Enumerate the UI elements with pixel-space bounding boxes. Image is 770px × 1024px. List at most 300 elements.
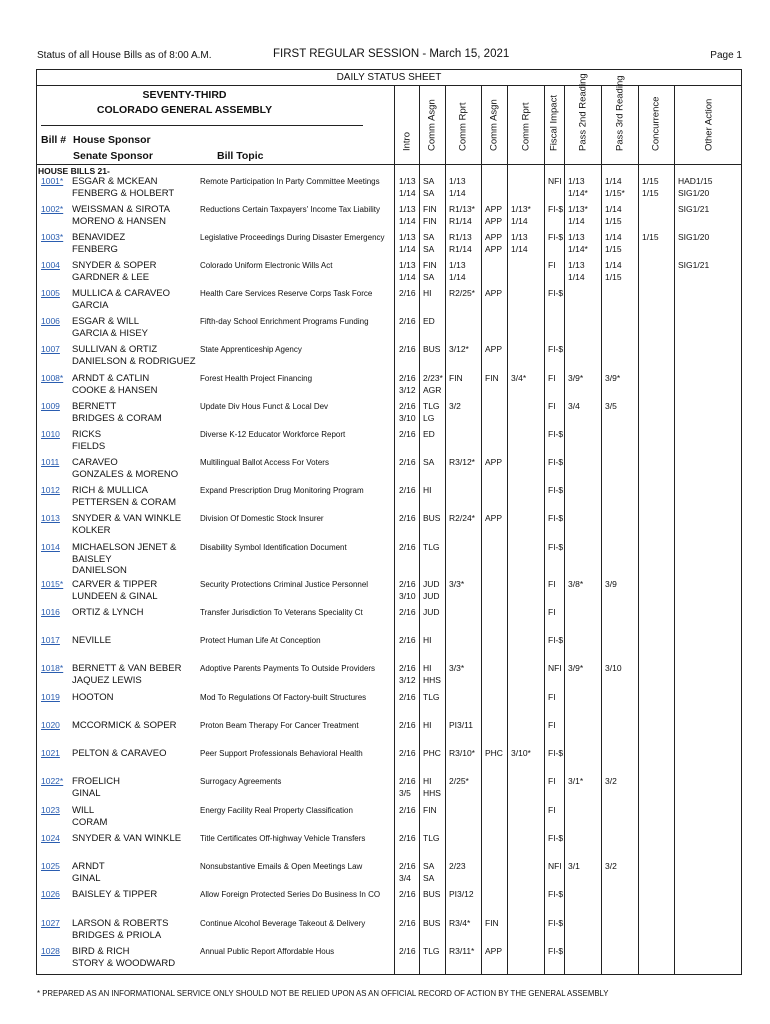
comm-rprt-1-cell	[449, 579, 464, 591]
intro-cell	[399, 401, 416, 424]
comm-rprt-1-cell-value: R3/11*	[449, 946, 475, 956]
bill-number-link[interactable]: 1021	[41, 748, 60, 758]
comm-asgn-1-cell	[423, 260, 437, 283]
comm-asgn-1-cell	[423, 720, 432, 732]
intro-cell	[399, 344, 416, 356]
intro-cell-value: 3/10	[399, 590, 416, 601]
intro-cell-value: 1/14	[399, 187, 416, 198]
comm-asgn-1-cell-value: LG	[423, 412, 435, 423]
status-text: Status of all House Bills as of 8:00 A.M.	[37, 50, 212, 61]
comm-asgn-1-cell-value: PHC	[423, 748, 441, 758]
intro-cell	[399, 316, 416, 328]
comm-asgn-1-cell	[423, 204, 437, 227]
sponsor-name: SNYDER & VAN WINKLE	[72, 833, 182, 844]
bill-number-link[interactable]: 1024	[41, 833, 60, 843]
header-underline	[41, 125, 363, 126]
pass-3rd-cell-value: 1/14	[605, 176, 622, 186]
comm-rprt-1-cell-value: R3/10*	[449, 748, 475, 758]
intro-cell	[399, 373, 416, 396]
sponsors-cell	[72, 805, 107, 828]
fiscal-impact-cell	[548, 889, 563, 901]
sponsor-name: LUNDEEN & GINAL	[72, 590, 158, 602]
sponsor-name: RICKS	[72, 429, 102, 440]
pass-2nd-cell-value: 3/9*	[568, 373, 584, 383]
pass-2nd-cell-value: 3/1*	[568, 776, 584, 786]
pass-3rd-cell-value: 1/14	[605, 232, 622, 242]
fiscal-impact-cell	[548, 457, 563, 469]
concurrence-cell	[642, 232, 659, 244]
pass-3rd-cell	[605, 776, 617, 788]
pass-2nd-cell-value: 3/1	[568, 861, 580, 871]
pass-3rd-cell	[605, 373, 620, 385]
bill-topic: State Apprenticeship Agency	[200, 345, 302, 354]
sponsors-cell	[72, 720, 177, 732]
fiscal-impact-cell-value: FI	[548, 776, 556, 786]
intro-cell-value: 3/5	[399, 787, 411, 798]
intro-cell-value: 3/12	[399, 674, 416, 685]
bill-topic: Surrogacy Agreements	[200, 777, 282, 786]
comm-asgn-1-cell	[423, 316, 435, 328]
intro-cell	[399, 776, 416, 799]
column-header-divider	[37, 164, 741, 165]
comm-asgn-1-cell-value: BUS	[423, 513, 441, 523]
sponsors-cell	[72, 833, 181, 845]
comm-asgn-2-cell	[485, 457, 502, 469]
comm-asgn-1-cell-value: TLG	[423, 542, 440, 552]
comm-rprt-2-cell	[511, 204, 531, 227]
bill-number-header: Bill #	[41, 134, 67, 146]
sponsor-name: ORTIZ & LYNCH	[72, 607, 144, 618]
intro-cell-value: 2/16	[399, 776, 416, 786]
pass-2nd-cell-value: 1/13	[568, 176, 585, 186]
sponsors-cell	[72, 485, 176, 508]
intro-cell	[399, 260, 416, 283]
col-header-other-action: Other Action	[703, 98, 714, 151]
sponsors-cell	[72, 579, 158, 602]
comm-asgn-2-cell	[485, 748, 503, 760]
comm-asgn-2-cell	[485, 344, 502, 356]
assembly-line-1: SEVENTY-THIRD	[142, 89, 227, 101]
fiscal-impact-cell	[548, 833, 563, 845]
comm-asgn-1-cell-value: FIN	[423, 805, 437, 815]
bill-number-link[interactable]: 1008*	[41, 373, 64, 383]
sponsor-name: GARDNER & LEE	[72, 271, 150, 283]
col-header-comm-asgn-2: Comm Asgn	[488, 99, 500, 151]
bill-topic: Peer Support Professionals Behavioral Health	[200, 749, 363, 758]
bill-topic: Colorado Uniform Electronic Wills Act	[200, 261, 333, 270]
comm-rprt-1-cell	[449, 513, 475, 525]
sponsors-cell	[72, 401, 162, 424]
sponsor-name: MICHAELSON JENET &	[72, 542, 177, 553]
col-header-comm-rprt-2: Comm Rprt	[520, 102, 531, 151]
intro-cell-value: 2/16	[399, 607, 416, 617]
comm-rprt-1-cell	[449, 663, 464, 675]
bill-number-link[interactable]: 1005	[41, 288, 60, 298]
comm-rprt-1-cell-value: 3/12*	[449, 344, 469, 354]
sponsor-name: DANIELSON	[72, 565, 127, 576]
sponsor-name: CARVER & TIPPER	[72, 579, 158, 590]
bill-number-link[interactable]: 1006	[41, 316, 60, 326]
sponsor-name: BERNETT	[72, 401, 117, 412]
comm-rprt-2-cell-value: 3/10*	[511, 748, 531, 758]
bill-number-link[interactable]: 1019	[41, 692, 60, 702]
intro-cell-value: 3/4	[399, 872, 411, 883]
sponsor-name: SNYDER & VAN WINKLE	[72, 513, 182, 524]
fiscal-impact-cell-value: FI	[548, 579, 556, 589]
sponsor-name: GINAL	[72, 787, 101, 799]
intro-cell-value: 2/16	[399, 542, 416, 552]
comm-asgn-1-cell-value: ED	[423, 316, 435, 326]
pass-3rd-cell-value: 1/15	[605, 271, 622, 282]
pass-2nd-cell-value: 3/4	[568, 401, 580, 411]
sponsors-cell	[72, 635, 111, 647]
pass-2nd-cell	[568, 401, 580, 413]
comm-asgn-2-cell	[485, 204, 502, 227]
comm-rprt-2-cell	[511, 232, 528, 255]
concurrence-cell-value: 1/15	[642, 232, 659, 242]
fiscal-impact-cell-value: FI-$	[548, 457, 564, 467]
comm-rprt-1-cell-value: PI3/11	[449, 720, 473, 730]
sponsor-name: GARCIA & HISEY	[72, 327, 149, 339]
comm-asgn-2-cell-value: APP	[485, 344, 503, 354]
comm-rprt-1-cell-value: 2/23	[449, 861, 466, 871]
bill-topic: Annual Public Report Affordable Hous	[200, 947, 335, 956]
sponsor-name: BENAVIDEZ	[72, 232, 126, 243]
bill-topic: Fifth-day School Enrichment Programs Funding	[200, 317, 369, 326]
intro-cell	[399, 663, 416, 686]
sponsor-name: PETTERSEN & CORAM	[72, 496, 176, 508]
sponsor-name: FIELDS	[72, 440, 106, 452]
bill-topic: Reductions Certain Taxpayers' Income Tax Liability	[200, 205, 380, 214]
comm-asgn-1-cell-value: HI	[423, 663, 432, 673]
intro-cell	[399, 805, 416, 817]
sponsor-name: BAISLEY	[72, 553, 112, 565]
pass-3rd-cell-value: 3/9*	[605, 373, 621, 383]
fiscal-impact-cell-value: FI-$	[548, 232, 564, 242]
bill-number-link[interactable]: 1025	[41, 861, 60, 871]
comm-rprt-1-cell-value: 3/3*	[449, 579, 465, 589]
sponsor-name: GARCIA	[72, 299, 109, 311]
comm-asgn-1-cell	[423, 344, 440, 356]
bill-number-link[interactable]: 1020	[41, 720, 60, 730]
comm-asgn-1-cell-value: BUS	[423, 889, 441, 899]
sponsor-name: SULLIVAN & ORTIZ	[72, 344, 158, 355]
sponsors-cell	[72, 429, 105, 452]
pass-3rd-cell	[605, 260, 622, 283]
fiscal-impact-cell	[548, 485, 563, 497]
comm-asgn-2-cell-value: APP	[485, 288, 503, 298]
intro-cell-value: 2/16	[399, 635, 416, 645]
comm-rprt-1-cell-value: R2/24*	[449, 513, 475, 523]
fiscal-impact-cell-value: FI-$	[548, 204, 564, 214]
comm-asgn-1-cell	[423, 805, 437, 817]
sponsors-cell	[72, 889, 157, 901]
pass-2nd-cell-value: 3/9*	[568, 663, 584, 673]
bill-number-link[interactable]: 1011	[41, 457, 60, 467]
intro-cell	[399, 513, 416, 525]
sponsor-name: WEISSMAN & SIROTA	[72, 204, 171, 215]
fiscal-impact-cell	[548, 861, 562, 873]
sponsor-name: WILL	[72, 805, 95, 816]
column-divider	[601, 85, 602, 974]
column-divider	[674, 85, 675, 974]
comm-rprt-1-cell	[449, 288, 475, 300]
other-action-cell	[678, 232, 709, 244]
intro-cell-value: 2/16	[399, 748, 416, 758]
column-divider	[481, 85, 482, 974]
intro-cell	[399, 748, 416, 760]
bill-number-link[interactable]: 1009	[41, 401, 60, 411]
sponsors-cell	[72, 918, 168, 941]
comm-rprt-1-cell-value: FIN	[449, 373, 463, 383]
fiscal-impact-cell-value: FI-$	[548, 288, 564, 298]
sponsor-name: DANIELSON & RODRIGUEZ	[72, 355, 196, 367]
comm-rprt-1-cell-value: R1/13	[449, 232, 472, 242]
pass-2nd-cell-value: 1/13	[568, 260, 585, 270]
comm-asgn-1-cell-value: TLG	[423, 946, 440, 956]
fiscal-impact-cell-value: FI-$	[548, 748, 564, 758]
column-divider	[507, 85, 508, 974]
other-action-cell	[678, 260, 709, 272]
pass-3rd-cell-value: 1/15*	[605, 187, 625, 198]
sponsors-cell	[72, 204, 170, 227]
sponsor-name: ESGAR & WILL	[72, 316, 140, 327]
comm-rprt-1-cell-value: R1/14	[449, 215, 472, 226]
comm-rprt-1-cell	[449, 373, 463, 385]
comm-asgn-1-cell	[423, 176, 434, 199]
bill-number-link[interactable]: 1014	[41, 542, 60, 552]
comm-asgn-1-cell-value: TLG	[423, 692, 440, 702]
intro-cell	[399, 457, 416, 469]
bill-number-link[interactable]: 1001*	[41, 176, 64, 186]
comm-rprt-1-cell	[449, 946, 474, 958]
comm-rprt-1-cell	[449, 720, 473, 732]
bill-number-link[interactable]: 1003*	[41, 232, 64, 242]
bill-topic: Diverse K-12 Educator Workforce Report	[200, 430, 346, 439]
fiscal-impact-cell	[548, 373, 556, 385]
comm-asgn-1-cell	[423, 833, 440, 845]
bill-topic: Legislative Proceedings During Disaster Emergency	[200, 233, 385, 242]
comm-asgn-1-cell-value: FIN	[423, 260, 437, 270]
comm-asgn-1-cell	[423, 748, 441, 760]
comm-asgn-2-cell-value: APP	[485, 204, 503, 214]
intro-cell-value: 2/16	[399, 692, 416, 702]
bill-topic: Expand Prescription Drug Monitoring Program	[200, 486, 364, 495]
bill-topic: Security Protections Criminal Justice Personnel	[200, 580, 369, 589]
sponsor-name: BIRD & RICH	[72, 946, 130, 957]
intro-cell	[399, 946, 416, 958]
comm-rprt-2-cell-value: 1/14	[511, 215, 528, 226]
bill-number-link[interactable]: 1007	[41, 344, 60, 354]
fiscal-impact-cell	[548, 918, 563, 930]
house-sponsor-header: House Sponsor	[73, 134, 151, 146]
comm-asgn-1-cell-value: SA	[423, 187, 435, 198]
intro-cell-value: 2/16	[399, 401, 416, 411]
intro-cell	[399, 204, 416, 227]
sponsor-name: ARNDT & CATLIN	[72, 373, 150, 384]
sponsor-name: FENBERG	[72, 243, 118, 255]
sponsors-cell	[72, 861, 105, 884]
bill-number-link[interactable]: 1022*	[41, 776, 64, 786]
sponsors-cell	[72, 748, 167, 760]
col-header-concurrence: Concurrence	[650, 96, 662, 151]
column-divider	[564, 85, 565, 974]
comm-asgn-1-cell-value: HHS	[423, 674, 441, 685]
pass-3rd-cell	[605, 176, 625, 199]
comm-asgn-1-cell-value: SA	[423, 232, 435, 242]
fiscal-impact-cell-value: FI-$	[548, 429, 564, 439]
intro-cell-value: 2/16	[399, 889, 416, 899]
sponsor-name: COOKE & HANSEN	[72, 384, 158, 396]
sponsors-cell	[72, 288, 170, 311]
bill-number-link[interactable]: 1013	[41, 513, 60, 523]
fiscal-impact-cell-value: FI-$	[548, 635, 564, 645]
bill-number-link[interactable]: 1002*	[41, 204, 64, 214]
comm-rprt-1-cell	[449, 260, 466, 283]
pass-3rd-cell-value: 3/5	[605, 401, 617, 411]
comm-asgn-2-cell-value: FIN	[485, 918, 499, 928]
comm-asgn-1-cell	[423, 635, 432, 647]
fiscal-impact-cell-value: FI-$	[548, 513, 564, 523]
fiscal-impact-cell	[548, 232, 563, 244]
comm-asgn-1-cell-value: HI	[423, 288, 432, 298]
pass-2nd-cell	[568, 204, 588, 227]
comm-asgn-1-cell-value: BUS	[423, 918, 441, 928]
sponsors-cell	[72, 373, 158, 396]
intro-cell	[399, 918, 416, 930]
fiscal-impact-cell	[548, 946, 563, 958]
bill-number-link[interactable]: 1023	[41, 805, 60, 815]
intro-cell-value: 2/16	[399, 918, 416, 928]
bill-number-link[interactable]: 1016	[41, 607, 60, 617]
bill-topic: Continue Alcohol Beverage Takeout & Delivery	[200, 919, 366, 928]
pass-3rd-cell-value: 3/2	[605, 861, 617, 871]
pass-2nd-cell-value: 1/14	[568, 215, 585, 226]
other-action-cell	[678, 204, 709, 216]
bill-number-link[interactable]: 1015*	[41, 579, 64, 589]
intro-cell-value: 2/16	[399, 485, 416, 495]
intro-cell	[399, 288, 416, 300]
intro-cell-value: 2/16	[399, 316, 416, 326]
comm-rprt-2-cell	[511, 748, 531, 760]
comm-rprt-1-cell	[449, 918, 470, 930]
comm-rprt-1-cell-value: 1/13	[449, 176, 466, 186]
intro-cell-value: 2/16	[399, 861, 416, 871]
comm-rprt-1-cell-value: 1/14	[449, 271, 466, 282]
comm-asgn-1-cell	[423, 946, 440, 958]
intro-cell-value: 2/16	[399, 833, 416, 843]
sponsor-name: RICH & MULLICA	[72, 485, 149, 496]
bill-number-link[interactable]: 1012	[41, 485, 60, 495]
fiscal-impact-cell	[548, 579, 556, 591]
fiscal-impact-cell	[548, 288, 563, 300]
sponsors-cell	[72, 316, 148, 339]
bill-number-link[interactable]: 1028	[41, 946, 60, 956]
intro-cell-value: 1/13	[399, 204, 416, 214]
comm-asgn-1-cell	[423, 579, 440, 602]
comm-asgn-1-cell-value: SA	[423, 457, 435, 467]
intro-cell	[399, 692, 416, 704]
fiscal-impact-cell	[548, 720, 556, 732]
intro-cell	[399, 861, 416, 884]
pass-2nd-cell	[568, 373, 583, 385]
col-header-pass-3rd: Pass 3rd Reading	[614, 75, 625, 151]
comm-asgn-1-cell-value: FIN	[423, 204, 437, 214]
col-header-comm-rprt-1: Comm Rprt	[457, 102, 469, 151]
bill-number-link[interactable]: 1010	[41, 429, 60, 439]
bill-number-link[interactable]: 1018*	[41, 663, 64, 673]
comm-asgn-1-cell-value: TLG	[423, 401, 440, 411]
sponsor-name: FENBERG & HOLBERT	[72, 187, 175, 199]
fiscal-impact-cell	[548, 635, 563, 647]
comm-asgn-2-cell-value: APP	[485, 946, 503, 956]
bill-topic: Division Of Domestic Stock Insurer	[200, 514, 324, 523]
comm-asgn-1-cell-value: JUD	[423, 590, 440, 601]
comm-asgn-1-cell-value: HI	[423, 485, 432, 495]
intro-cell	[399, 635, 416, 647]
bill-number-link[interactable]: 1017	[41, 635, 60, 645]
sponsors-cell	[72, 513, 181, 536]
bill-number-link[interactable]: 1027	[41, 918, 60, 928]
pass-3rd-cell-value: 1/15	[605, 215, 622, 226]
pass-3rd-cell-value: 3/2	[605, 776, 617, 786]
comm-asgn-1-cell-value: SA	[423, 176, 435, 186]
sponsor-name: ESGAR & MCKEAN	[72, 176, 158, 187]
intro-cell-value: 1/14	[399, 215, 416, 226]
comm-asgn-2-cell-value: PHC	[485, 748, 503, 758]
concurrence-cell-value: 1/15	[642, 187, 659, 198]
comm-asgn-2-cell	[485, 232, 502, 255]
sponsor-name: ARNDT	[72, 861, 105, 872]
fiscal-impact-cell-value: FI-$	[548, 889, 564, 899]
intro-cell-value: 2/16	[399, 457, 416, 467]
fiscal-impact-cell	[548, 344, 563, 356]
sponsor-name: MORENO & HANSEN	[72, 215, 166, 227]
comm-asgn-1-cell-value: SA	[423, 271, 435, 282]
bill-topic: Update Div Hous Funct & Local Dev	[200, 402, 329, 411]
fiscal-impact-cell-value: FI	[548, 720, 556, 730]
fiscal-impact-cell	[548, 748, 563, 760]
sponsor-name: FROELICH	[72, 776, 121, 787]
intro-cell	[399, 607, 416, 619]
fiscal-impact-cell	[548, 692, 556, 704]
intro-cell	[399, 720, 416, 732]
sponsors-cell	[72, 260, 156, 283]
fiscal-impact-cell-value: FI	[548, 692, 556, 702]
intro-cell-value: 2/16	[399, 579, 416, 589]
sponsor-name: JAQUEZ LEWIS	[72, 674, 142, 686]
intro-cell	[399, 429, 416, 441]
comm-rprt-2-cell-value: 1/13*	[511, 204, 531, 214]
intro-cell-value: 2/16	[399, 429, 416, 439]
footer-note: * PREPARED AS AN INFORMATIONAL SERVICE ONLY SHOULD NOT BE RELIED UPON AS AN OFFICIAL RECORD OF ACTION BY THE GENERAL ASSEMBLY	[37, 989, 609, 998]
bill-topic: Health Care Services Reserve Corps Task Force	[200, 289, 373, 298]
bill-number-link[interactable]: 1004	[41, 260, 60, 270]
concurrence-cell	[642, 176, 659, 199]
pass-3rd-cell	[605, 861, 617, 873]
sponsors-cell	[72, 946, 175, 969]
status-table	[36, 69, 742, 975]
comm-rprt-1-cell-value: 1/14	[449, 187, 466, 198]
comm-asgn-1-cell	[423, 232, 434, 255]
comm-rprt-1-cell-value: R1/13*	[449, 204, 475, 214]
column-divider	[544, 85, 545, 974]
daily-status-title: DAILY STATUS SHEET	[336, 72, 442, 83]
intro-cell	[399, 833, 416, 845]
intro-cell-value: 2/16	[399, 344, 416, 354]
assembly-line-2: COLORADO GENERAL ASSEMBLY	[96, 104, 273, 116]
bill-number-link[interactable]: 1026	[41, 889, 60, 899]
